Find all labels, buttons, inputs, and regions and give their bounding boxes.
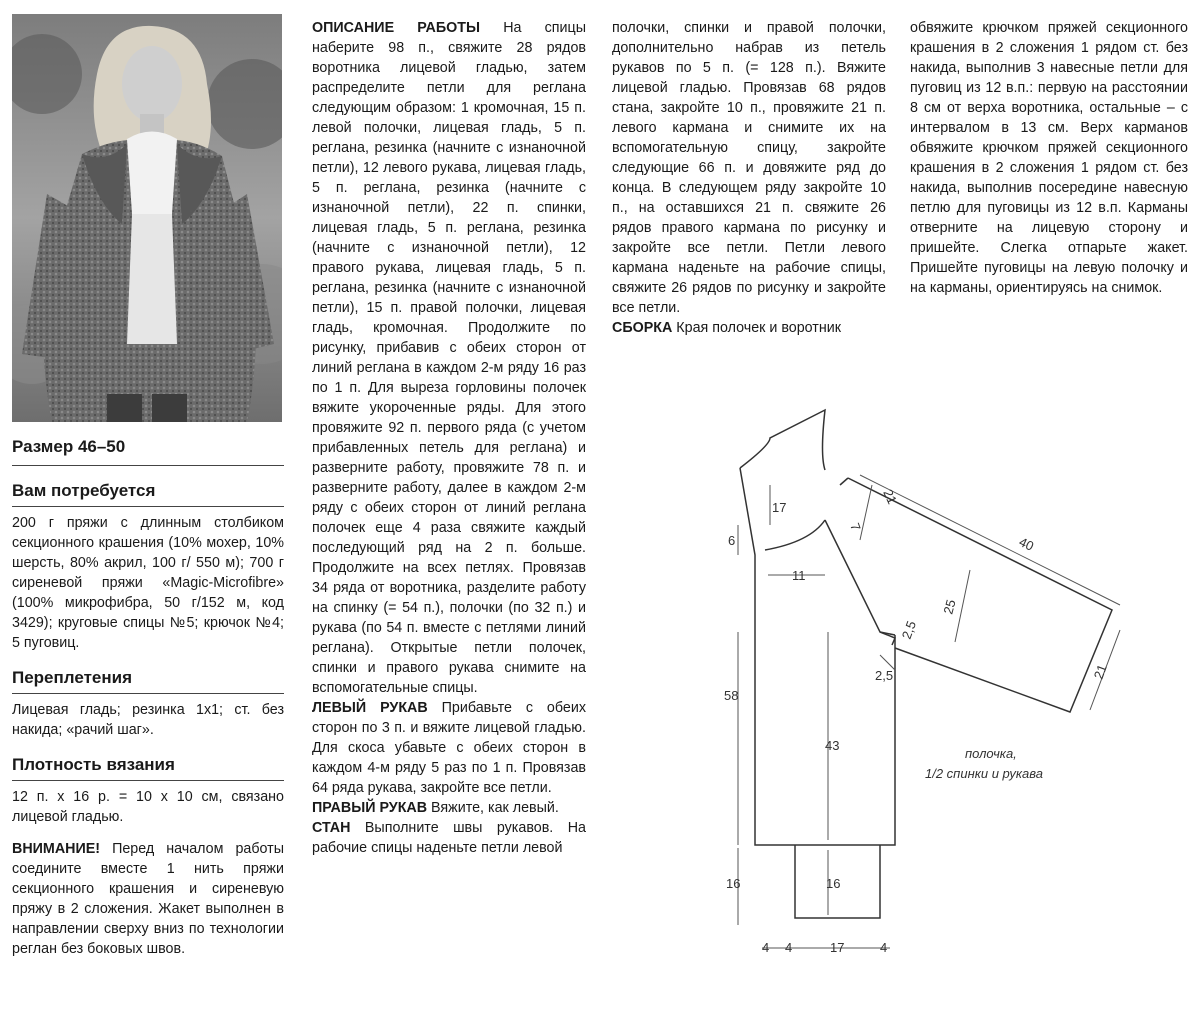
finishing-text: обвяжите крючком пряжей секционного крашения в 2 сложения 1 рядом ст. без накида, выполнив 3 навесные петли для пуговиц из 12 в.п.: первую на расстоянии 8 см от верха воротника, остальные – с интервалом в 13 см. Верх карманов обвяжите крючком пряжей секционного крашения в 2 сложения 1 рядом ст. без накида, выполнив посередине навесную петлю для пуговицы из 12 в.п. Карманы отверните на лицевую сторону и пришейте. Слегка отпарьте жакет. Пришейте пуговицы на левую полочку и на карманы, ориентируясь на снимок. [910,20,1188,296]
column-materials [12,436,284,959]
column-continued [612,18,886,338]
gauge-heading: Плотность вязания [12,754,284,781]
dim-17-top: 17 [772,500,787,515]
size-heading: Размер 46–50 [12,436,284,466]
description-text: На спицы наберите 98 п., свяжите 28 рядов воротника лицевой гладью, затем распределите петли для реглана следующим образом: 1 кромочная, 15 п. левой полочки, лицевая гладь, 5 п. реглана, резинка (начните с изнаночной петли), 12 левого рукава, лицевая гладь, 5 п. реглана, резинка (начните с изнаночной петли), 22 п. спинки, лицевая гладь, 5 п. реглана, резинка (начните с изнаночной петли), 12 правого рукава, лицевая гладь, 5 п. реглана, резинка (начните с изнаночной петли), 15 п. правой полочки, лицевая гладь, кромочная. Продолжите по рисунку, прибавив с обеих сторон от линий реглана в каждом 2-м ряду 16 раз по 1 п. Для выреза горловины полочек вяжите укороченные ряды. Для этого провяжите 92 п. первого ряда (с учетом прибавленных петель для реглана) и разверните работу, провяжите 78 п. и разверните работу, далее в каждом 2-м ряду с обеих сторон от линий реглана полочек еще 4 раза свяжите каждый последующий ряд на 2 п. больше. Продолжите на всех петлях. Провязав 34 ряда от воротника, разделите работу на спинку (= 54 п.), полочки (по 32 п.) и рукава (по 54 п. вместе с петлями линий реглана). Открытые петли полочек, спинки и правого рукава снимите на вспомогательные спицы. [312,20,586,696]
dim-21-top: 21 [880,486,900,507]
materials-text: 200 г пряжи с длинным столбиком секционного крашения (10% мохер, 10% шерсть, 80% акрил, 100 г/ 550 м); 700 г сиреневой пряжи «Magic-Microfibre» (100% микрофибра, 50 г/152 м, код 3429); круговые спицы №5; крючок №4; 5 пуговиц. [12,515,284,651]
description-lead: ОПИСАНИЕ РАБОТЫ [312,20,481,36]
body-lead: СТАН [312,820,351,836]
left-sleeve-text: Прибавьте с обеих сторон по 3 п. и вяжите лицевой гладью. Для скоса убавьте с обеих сторон в каждом 4-м ряду 5 раз по 1 п. Провязав 64 ряда рукава, закройте все петли. [312,700,586,796]
left-sleeve-paragraph [312,698,586,798]
dim-6: 6 [728,533,736,548]
column-finishing [910,18,1188,298]
dim-17-bottom: 17 [830,940,845,955]
body-text: Выполните швы рукавов. На рабочие спицы наденьте петли левой [312,820,586,856]
dim-40: 40 [1016,534,1037,554]
dim-4-c: 4 [880,940,888,955]
body-continued-text: полочки, спинки и правой полочки, дополнительно набрав из петель рукавов по 5 п. (= 128 п.). Вяжите лицевой гладью. Провязав 68 рядов стана, закройте 10 п., провяжите 21 п. левого кармана и снимите их на вспомогательную спицу, закройте следующие 66 п. и довяжите ряд до конца. В следующем ряду закройте 10 п., на оставшихся 21 п. свяжите 26 рядов правого кармана по рисунку и закройте все петли. Петли левого кармана наденьте на рабочие спицы, свяжите 26 рядов по рисунку и закройте все петли. [612,20,886,316]
diagram-caption-line1: полочка, [965,746,1017,761]
stitches-heading: Переплетения [12,667,284,694]
attention-text: Перед началом работы соедините вместе 1 нить пряжи секционного крашения и сиреневую пряжу в 2 сложения. Жакет выполнен в направлении сверху вниз по технологии реглан без боковых швов. [12,841,284,957]
dim-43: 43 [825,738,840,753]
dim-58: 58 [724,688,739,703]
description-paragraph [312,18,586,698]
dim-11: 11 [792,568,806,583]
dim-2-5-a: 2,5 [898,618,920,642]
left-sleeve-lead: ЛЕВЫЙ РУКАВ [312,700,428,716]
model-photo [12,14,282,422]
materials-heading: Вам потребуется [12,480,284,507]
dim-25: 25 [940,597,959,616]
dim-16-left: 16 [726,876,741,891]
right-sleeve-lead: ПРАВЫЙ РУКАВ [312,800,428,816]
body-paragraph [312,818,586,858]
dim-16-pocket: 16 [826,876,841,891]
dim-7: 7 [847,520,864,533]
right-sleeve-paragraph [312,798,586,818]
attention-paragraph [12,839,284,959]
pattern-diagram [700,400,1200,970]
assembly-text: Края полочек и воротник [672,320,841,336]
dim-4-a: 4 [762,940,770,955]
right-sleeve-text: Вяжите, как левый. [427,800,559,816]
diagram-caption-line2: 1/2 спинки и рукава [925,766,1043,781]
attention-lead: ВНИМАНИЕ! [12,841,101,857]
dim-4-b: 4 [785,940,793,955]
assembly-paragraph [612,318,886,338]
assembly-lead: СБОРКА [612,320,673,336]
column-description [312,18,586,858]
stitches-text: Лицевая гладь; резинка 1х1; ст. без накида; «рачий шаг». [12,702,284,738]
gauge-text: 12 п. х 16 р. = 10 х 10 см, связано лицевой гладью. [12,789,284,825]
dim-2-5-b: 2,5 [875,668,894,683]
dim-21-right: 21 [1090,662,1110,682]
